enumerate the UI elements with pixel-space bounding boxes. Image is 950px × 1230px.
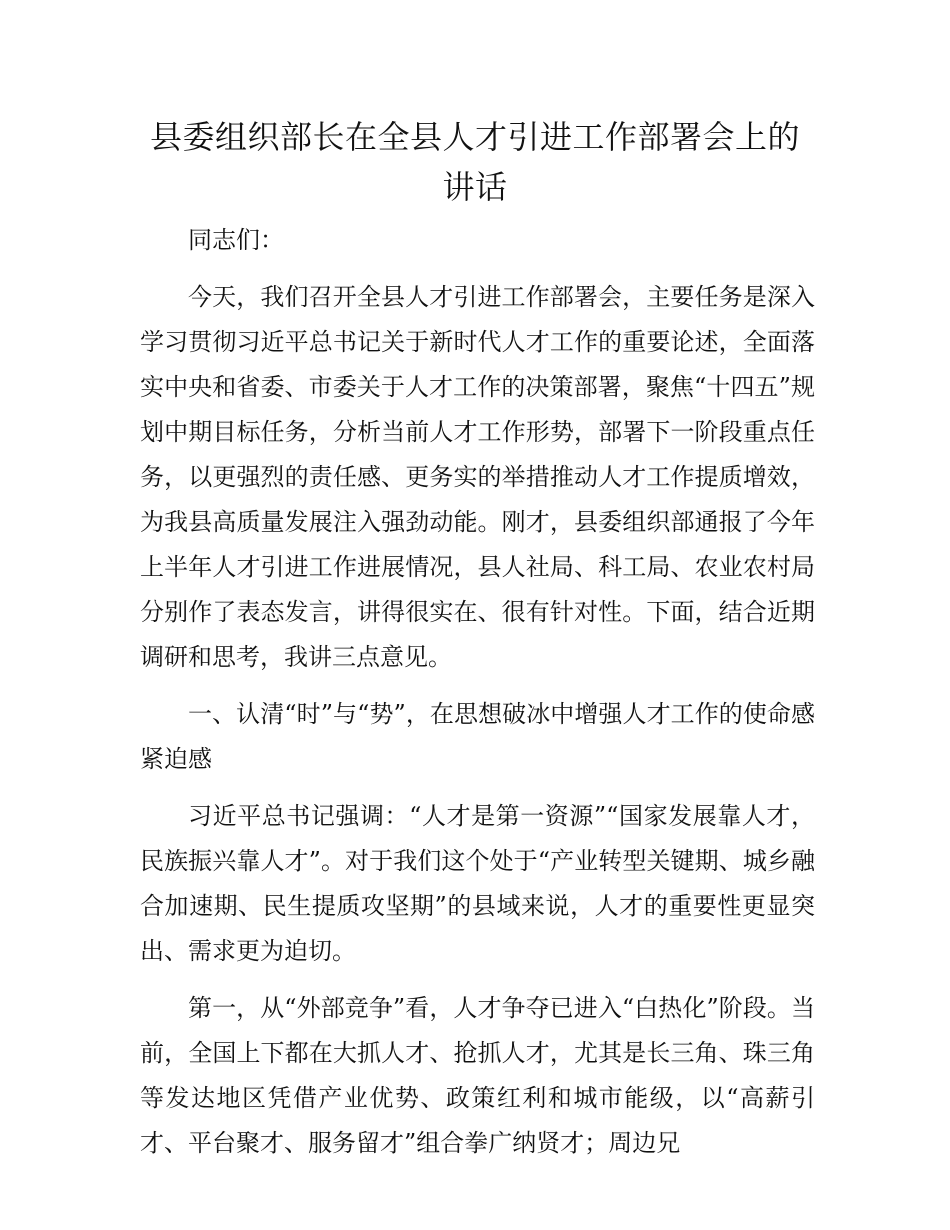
paragraph-quote: 习近平总书记强调：“人才是第一资源”“国家发展靠人才，民族振兴靠人才”。对于我们这个处于“产业转型关键期、城乡融合加速期、民生提质攻坚期”的县域来说，人才的重要性更显突出、需求更为迫切。 [140, 802, 815, 965]
paragraph-first-point: 第一，从“外部竞争”看，人才争夺已进入“白热化”阶段。当前，全国上下都在大抓人才、抢抓人才，尤其是长三角、珠三角等发达地区凭借产业优势、政策红利和城市能级，以“高薪引才、平台聚才、服务留才”组合拳广纳贤才；周边兄 [140, 994, 815, 1157]
paragraph-intro: 今天，我们召开全县人才引进工作部署会，主要任务是深入学习贯彻习近平总书记关于新时代人才工作的重要论述，全面落实中央和省委、市委关于人才工作的决策部署，聚焦“十四五”规划中期目标任务，分析当前人才工作形势，部署下一阶段重点任务，以更强烈的责任感、更务实的举措推动人才工作提质增效，为我县高质量发展注入强劲动能。刚才，县委组织部通报了今年上半年人才引进工作进展情况，县人社局、科工局、农业农村局分别作了表态发言，讲得很实在、很有针对性。下面，结合近期调研和思考，我讲三点意见。 [140, 283, 815, 671]
document-title [120, 112, 830, 212]
salutation: 同志们： [188, 226, 284, 254]
document-body [140, 218, 815, 1178]
title-line-1: 县委组织部长在全县人才引进工作部署会上的 [149, 118, 800, 156]
section-heading-1: 一、认清“时”与“势”，在思想破冰中增强人才工作的使命感紧迫感 [140, 700, 815, 773]
title-line-2: 讲话 [442, 168, 508, 206]
